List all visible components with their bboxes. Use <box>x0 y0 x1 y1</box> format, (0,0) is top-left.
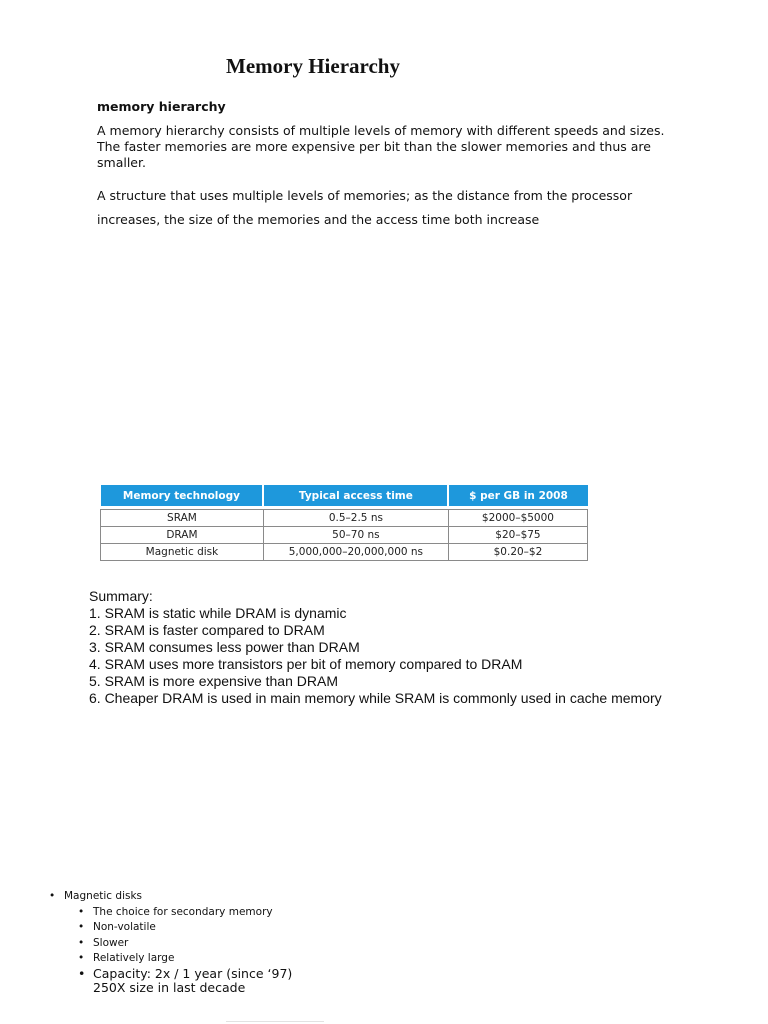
footer-divider <box>226 1021 324 1022</box>
sub-bullet-item: • Non-volatile <box>75 920 292 936</box>
cell-access-time: 5,000,000–20,000,000 ns <box>263 544 448 561</box>
summary-item: 2. SRAM is faster compared to DRAM <box>89 622 325 638</box>
capacity-line-1: • Capacity: 2x / 1 year (since ‘97) <box>93 965 293 981</box>
table-row <box>101 544 588 561</box>
summary-item: 1. SRAM is static while DRAM is dynamic <box>89 605 347 621</box>
page-title: Memory Hierarchy <box>226 54 400 78</box>
bullet-magnetic-disks <box>46 889 292 995</box>
sub-bullet-list <box>75 905 292 995</box>
summary-heading: Summary: <box>89 588 153 604</box>
summary-item: 3. SRAM consumes less power than DRAM <box>89 639 360 655</box>
cell-technology: DRAM <box>101 527 264 544</box>
table-row <box>101 510 588 527</box>
cell-access-time: 50–70 ns <box>263 527 448 544</box>
capacity-line-2: 250X size in last decade <box>93 979 246 995</box>
summary-list <box>89 605 662 707</box>
header-typical-access-time: Typical access time <box>263 485 448 506</box>
structure-text <box>97 184 672 232</box>
structure-line-2: increases, the size of the memories and the access time both increase <box>97 212 540 227</box>
table-header-row <box>101 485 588 506</box>
cell-price: $0.20–$2 <box>448 544 587 561</box>
header-price-per-gb: $ per GB in 2008 <box>448 485 587 506</box>
sub-bullet-capacity <box>75 967 292 995</box>
magnetic-disks-section <box>46 889 292 995</box>
structure-line-1: A structure that uses multiple levels of memories; as the distance from the processor <box>97 188 633 203</box>
memory-technology-table <box>100 485 588 561</box>
sub-bullet-item: • Slower <box>75 936 292 952</box>
cell-access-time: 0.5–2.5 ns <box>263 510 448 527</box>
cell-technology: Magnetic disk <box>101 544 264 561</box>
summary-section <box>89 588 662 707</box>
cell-price: $20–$75 <box>448 527 587 544</box>
cell-price: $2000–$5000 <box>448 510 587 527</box>
cell-technology: SRAM <box>101 510 264 527</box>
bullet-label: Magnetic disks <box>64 890 143 902</box>
table-row <box>101 527 588 544</box>
summary-item: 5. SRAM is more expensive than DRAM <box>89 673 338 689</box>
summary-item: 6. Cheaper DRAM is used in main memory while SRAM is commonly used in cache memory <box>89 690 662 706</box>
definition-text: A memory hierarchy consists of multiple levels of memory with different speeds and sizes. The faster memories are more expensive per bit than the slower memories and thus are smaller. <box>97 123 665 170</box>
summary-item: 4. SRAM uses more transistors per bit of memory compared to DRAM <box>89 656 523 672</box>
bullet-list <box>46 889 292 995</box>
sub-bullet-item: • The choice for secondary memory <box>75 905 292 921</box>
sub-bullet-item: • Relatively large <box>75 951 292 967</box>
header-memory-technology: Memory technology <box>101 485 264 506</box>
definition-term: memory hierarchy <box>97 99 226 114</box>
